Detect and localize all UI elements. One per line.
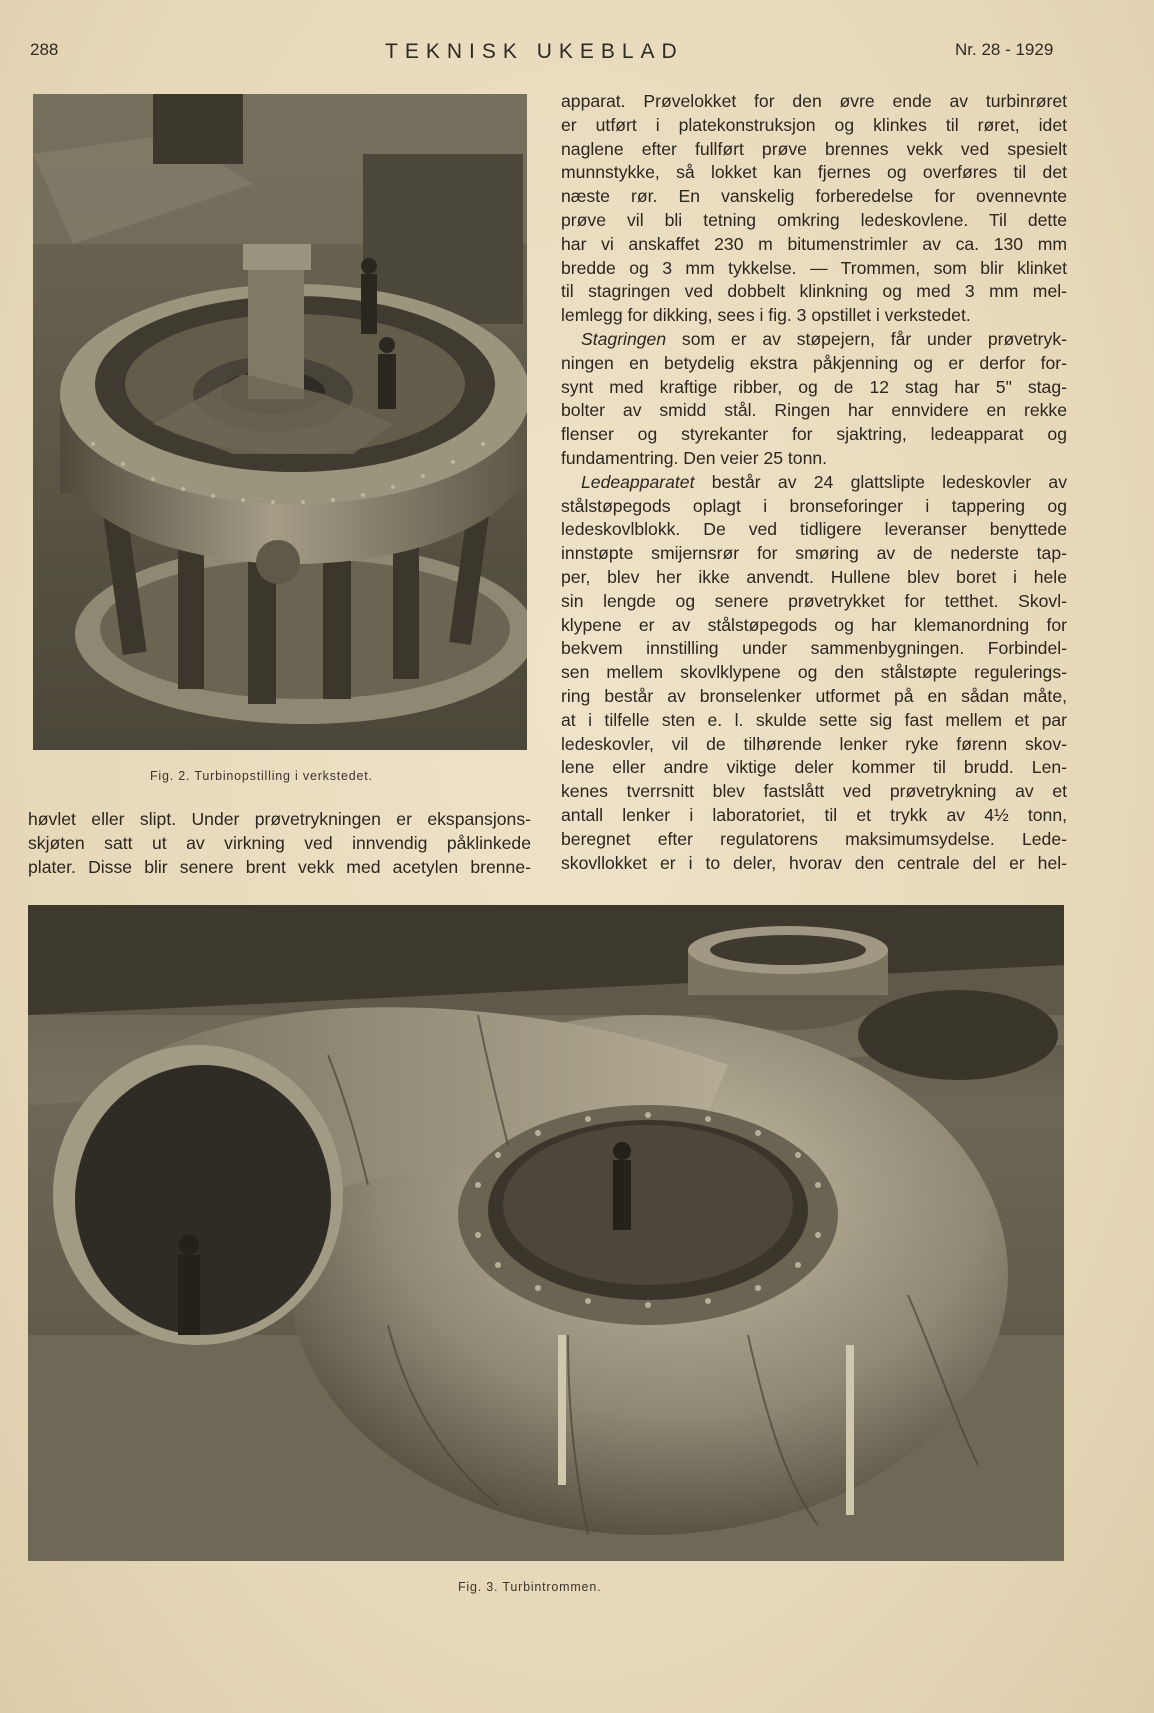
text-line: ningen en betydelig ekstra påkjenning og er derfor for-: [561, 352, 1067, 373]
spiral-casing-illustration: [28, 905, 1064, 1561]
text-line: er utført i platekonstruksjon og klinkes til røret, idet: [561, 114, 1067, 135]
stagringen-term: Stagringen: [581, 328, 667, 349]
text-line: skovllokket er i to deler, hvorav den centrale del er hel-: [561, 852, 1067, 873]
text-line: synt med kraftige ribber, og de 12 stag har 5" stag-: [561, 376, 1067, 397]
text-line: bolter av smidd stål. Ringen har ennvidere en rekke: [561, 400, 1067, 421]
text-line: munnstykke, så lokket kan fjernes og overføres til det: [561, 162, 1067, 183]
text-line: høvlet eller slipt. Under prøvetrykningen er ekspansjons-: [28, 809, 531, 829]
text-line: flenser og styrekanter for sjaktring, ledeapparat og: [561, 424, 1067, 445]
figure-2-photo: [33, 94, 527, 750]
text-line: at i tilfelle sten e. l. skulde sette sig fast mellem et par: [561, 709, 1067, 730]
journal-title: TEKNISK UKEBLAD: [385, 40, 684, 63]
right-text-column: [561, 90, 1067, 875]
text-line: klypene er av stålstøpegods og har klemanordning for: [561, 614, 1067, 635]
text-line: naglene efter fullført prøve brennes vekk ved spesielt: [561, 138, 1067, 159]
figure-2-caption: Fig. 2. Turbinopstilling i verkstedet.: [150, 769, 373, 783]
text-fragment: består av 24 glattslipte ledeskovler av: [711, 471, 1067, 492]
text-line: bredde og 3 mm tykkelse. — Trommen, som blir klinket: [561, 257, 1067, 278]
text-line: sen mellem skovlklypene og den stålstøpte regulerings-: [561, 662, 1067, 683]
text-line: [561, 471, 1067, 495]
text-line: apparat. Prøvelokket for den øvre ende av turbinrøret: [561, 91, 1067, 111]
text-line: per, blev her ikke anvendt. Hullene blev boret i hele: [561, 566, 1067, 587]
text-line: fundamentring. Den veier 25 tonn.: [561, 447, 828, 468]
text-line: prøve vil bli tetning omkring ledeskovlene. Til dette: [561, 209, 1067, 230]
text-line: ledeskovlblokk. De ved tidligere leveranser benyttede: [561, 519, 1067, 540]
text-line: plater. Disse blir senere brent vekk med acetylen brenne-: [28, 856, 531, 877]
text-line: ring består av bronselenker utformet på en sådan måte,: [561, 685, 1067, 706]
page-number: 288: [30, 40, 59, 59]
text-line: skjøten satt ut av virkning ved innvendig påklinkede: [28, 832, 531, 853]
text-fragment: som er av støpejern, får under prøvetryk-: [681, 328, 1067, 349]
figure-3-photo: [28, 905, 1064, 1561]
text-line: stålstøpegods oplagt i bronseforinger i tappering og: [561, 495, 1067, 516]
issue-label: Nr. 28 - 1929: [955, 40, 1054, 59]
text-line: [561, 328, 1067, 352]
text-line: sin lengde og senere prøvetrykket for tetthet. Skovl-: [561, 590, 1067, 611]
text-line: lemlegg for dikking, sees i fig. 3 opstillet i verkstedet.: [561, 305, 971, 326]
text-line: antall lenker i laboratoriet, til et trykk av 4½ tonn,: [561, 804, 1067, 825]
text-line: til stagringen ved dobbelt klinkning og med 3 mm mel-: [561, 281, 1067, 302]
text-line: beregnet efter regulatorens maksimumsydelse. Lede-: [561, 828, 1067, 849]
text-line: innstøpte smijernsrør for smøring av de nederste tap-: [561, 543, 1067, 564]
text-line: har vi anskaffet 230 m bitumenstrimler av ca. 130 mm: [561, 233, 1067, 254]
ledeapparatet-term: Ledeapparatet: [581, 471, 695, 492]
text-line: kenes tverrsnitt blev fastslått ved prøvetrykning av et: [561, 781, 1067, 802]
left-text-column: [28, 808, 531, 879]
figure-3-caption: Fig. 3. Turbintrommen.: [458, 1580, 602, 1594]
text-line: bekvem innstilling under sammenbygningen. Forbindel-: [561, 638, 1067, 659]
text-line: ledeskovler, vil de tilhørende lenker ryke førenn skov-: [561, 733, 1067, 754]
turbine-assembly-illustration: [33, 94, 527, 750]
text-line: næste rør. En vanskelig forberedelse for ovennevnte: [561, 186, 1067, 207]
text-line: lene eller andre viktige deler kommer til brudd. Len-: [561, 757, 1067, 778]
